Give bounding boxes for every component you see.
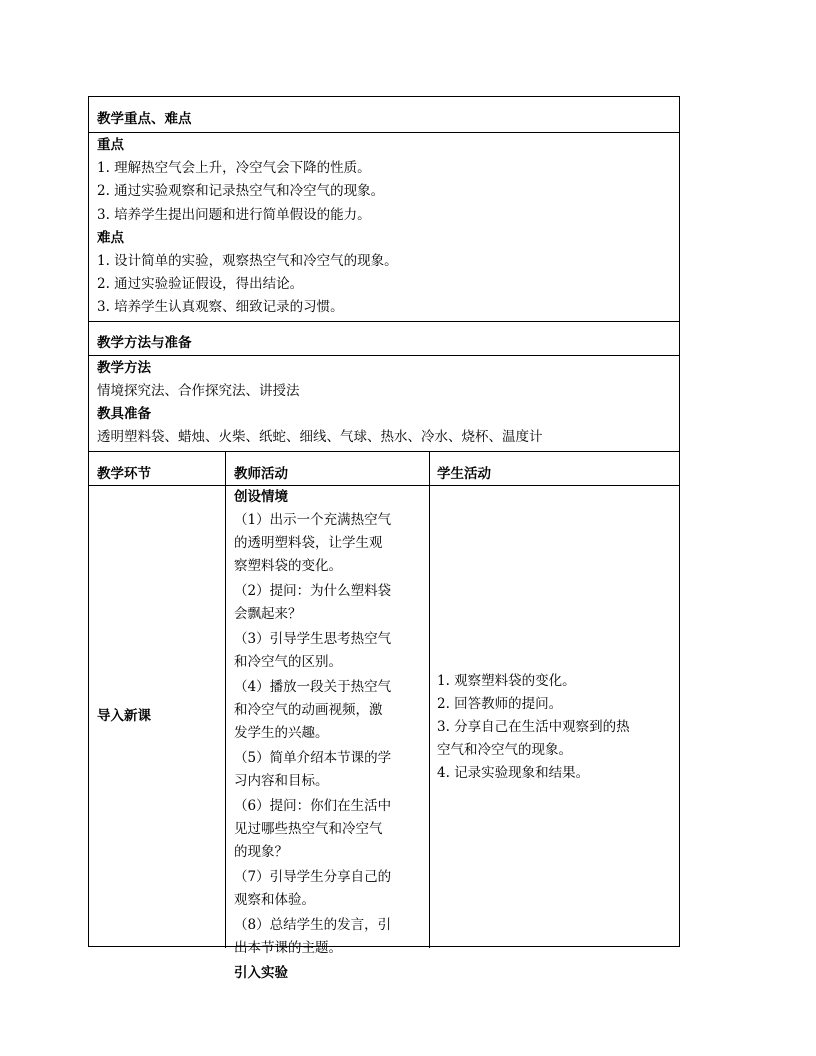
method-text: 情境探究法、合作探究法、讲授法 — [97, 383, 300, 399]
section-heading-methods: 教学方法与准备 — [97, 335, 192, 351]
column-header-teacher: 教师活动 — [234, 466, 288, 482]
teacher-activity-cell — [234, 486, 424, 985]
column-header-student: 学生活动 — [437, 466, 491, 482]
activity-line: （5）简单介绍本节课的学 — [234, 750, 392, 766]
activity-item — [234, 509, 424, 578]
column-divider — [429, 451, 430, 948]
teacher-activity-title: 创设情境 — [234, 489, 288, 505]
difficulty-item: 3. 培养学生认真观察、细致记录的习惯。 — [97, 299, 344, 315]
section-heading-focus-difficulty: 教学重点、难点 — [97, 111, 192, 127]
activity-line: 习内容和目标。 — [234, 773, 329, 789]
activity-item — [234, 866, 424, 912]
activity-line: 的透明塑料袋，让学生观 — [234, 535, 383, 551]
activity-line: 察塑料袋的变化。 — [234, 558, 342, 574]
activity-line: （3）引导学生思考热空气 — [234, 631, 392, 647]
activity-line: （4）播放一段关于热空气 — [234, 679, 392, 695]
lesson-plan-table — [88, 96, 680, 981]
activity-line: （1）出示一个充满热空气 — [234, 512, 392, 528]
focus-title: 重点 — [97, 137, 124, 153]
activity-line: 和冷空气的动画视频，激 — [234, 702, 383, 718]
column-header-stage: 教学环节 — [97, 466, 151, 482]
activity-item — [234, 676, 424, 745]
difficulty-title: 难点 — [97, 230, 124, 246]
difficulty-item: 1. 设计简单的实验，观察热空气和冷空气的现象。 — [97, 253, 398, 269]
activity-item — [437, 670, 677, 693]
activity-line: 见过哪些热空气和冷空气 — [234, 821, 383, 837]
focus-item: 1. 理解热空气会上升，冷空气会下降的性质。 — [97, 160, 371, 176]
activity-item — [437, 693, 677, 716]
activity-item — [437, 716, 677, 762]
activity-item — [437, 762, 677, 785]
activity-item — [234, 628, 424, 674]
divider — [89, 355, 679, 356]
activity-line: 会飘起来？ — [234, 606, 302, 622]
activity-line: 的现象？ — [234, 844, 288, 860]
activity-line: 4. 记录实验现象和结果。 — [437, 765, 590, 781]
activity-line: （7）引导学生分享自己的 — [234, 869, 392, 885]
activity-line: 空气和冷空气的现象。 — [437, 742, 572, 758]
prep-title: 教具准备 — [97, 406, 151, 422]
activity-line: 和冷空气的区别。 — [234, 654, 342, 670]
activity-line: 观察和体验。 — [234, 892, 315, 908]
activity-item — [234, 795, 424, 864]
teacher-activity-list — [234, 509, 424, 960]
activity-line: 1. 观察塑料袋的变化。 — [437, 673, 576, 689]
divider — [89, 132, 679, 133]
activity-line: 发学生的兴趣。 — [234, 725, 329, 741]
focus-item: 3. 培养学生提出问题和进行简单假设的能力。 — [97, 207, 371, 223]
stage-label: 导入新课 — [97, 708, 151, 724]
activity-line: （2）提问：为什么塑料袋 — [234, 583, 392, 599]
difficulty-item: 2. 通过实验验证假设，得出结论。 — [97, 276, 304, 292]
prep-text: 透明塑料袋、蜡烛、火柴、纸蛇、细线、气球、热水、冷水、烧杯、温度计 — [97, 429, 543, 445]
activity-line: （6）提问：你们在生活中 — [234, 798, 392, 814]
activity-line: 2. 回答教师的提问。 — [437, 696, 563, 712]
teacher-next-title: 引入实验 — [234, 965, 288, 981]
divider — [89, 321, 679, 322]
student-activity-cell — [437, 670, 677, 785]
activity-line: （8）总结学生的发言，引 — [234, 917, 392, 933]
focus-item: 2. 通过实验观察和记录热空气和冷空气的现象。 — [97, 183, 385, 199]
method-title: 教学方法 — [97, 360, 151, 376]
activity-line: 3. 分享自己在生活中观察到的热 — [437, 719, 630, 735]
activity-item — [234, 747, 424, 793]
activity-item — [234, 580, 424, 626]
activity-item — [234, 914, 424, 960]
activity-line: 出本节课的主题。 — [234, 940, 342, 956]
divider — [89, 451, 679, 452]
column-divider — [225, 451, 226, 948]
